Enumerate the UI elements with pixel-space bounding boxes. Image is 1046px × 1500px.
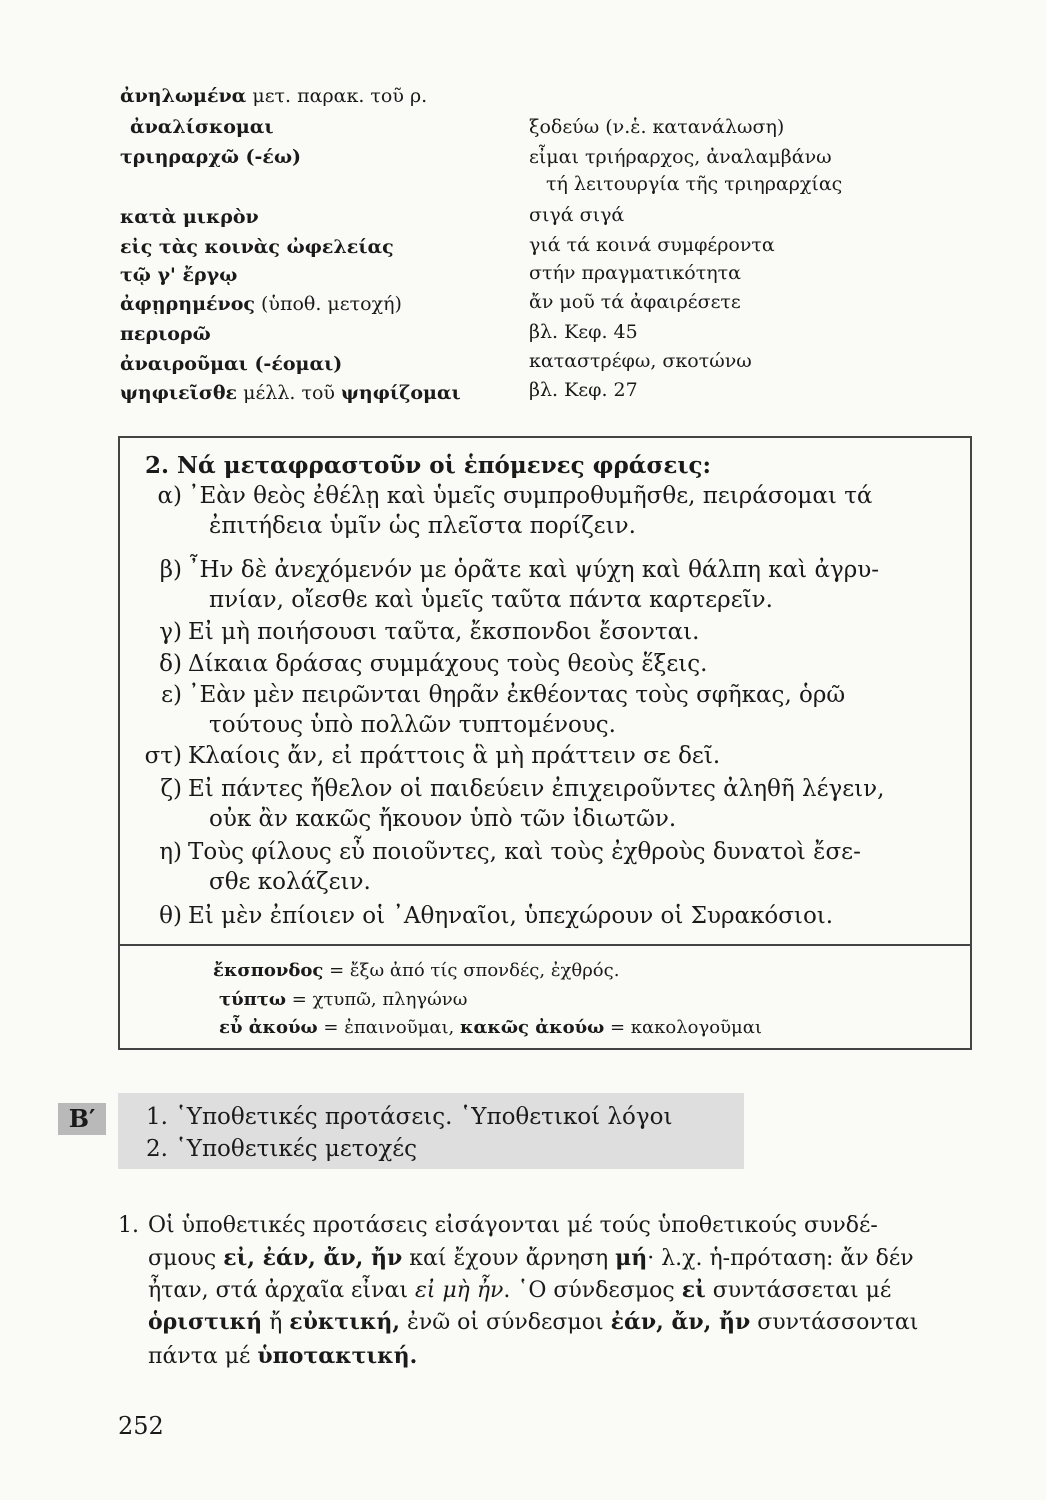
vocab-term: τύπτω bbox=[219, 989, 287, 1010]
paragraph-line: ὁριστική ἤ εὐκτική, ἐνῶ οἱ σύνδεσμοι ἐάν, ἄν, ἤν συντάσσονται bbox=[148, 1309, 919, 1335]
glossary-row bbox=[120, 352, 342, 376]
item-marker: β) bbox=[159, 557, 182, 583]
item-marker: η) bbox=[159, 839, 182, 865]
paragraph-line: ἦταν, στά ἀρχαῖα εἶναι εἰ μὴ ἦν. ῾Ο σύνδεσμος εἰ συντάσσεται μέ bbox=[148, 1277, 892, 1303]
glossary-term: ἀφῃρημένος bbox=[120, 293, 255, 315]
section-heading: 1. ῾Υποθετικές προτάσεις. ῾Υποθετικοί λόγοι bbox=[146, 1104, 673, 1130]
exercise-line: Κλαίοις ἄν, εἰ πράττοις ἃ μὴ πράττειν σε δεῖ. bbox=[188, 743, 721, 769]
glossary-row bbox=[120, 235, 394, 259]
exercise-line: τούτους ὑπὸ πολλῶν τυπτομένους. bbox=[209, 712, 616, 738]
glossary-meaning: βλ. Κεφ. 27 bbox=[529, 379, 638, 401]
divider bbox=[120, 944, 970, 946]
glossary-term: εἰς τὰς κοινὰς ὠφελείας bbox=[120, 236, 394, 258]
vocab-def: = ἐπαινοῦμαι, bbox=[323, 1017, 455, 1038]
exercise-line: Εἰ πάντες ἤθελον οἱ παιδεύειν ἐπιχειροῦντες ἀληθῆ λέγειν, bbox=[188, 776, 885, 802]
paragraph-line: σμους εἰ, ἐάν, ἄν, ἤν καί ἔχουν ἄρνηση μή· λ.χ. ἡ-πρόταση: ἄν δέν bbox=[148, 1245, 914, 1271]
vocab-row bbox=[219, 989, 467, 1010]
item-marker: δ) bbox=[159, 651, 182, 677]
glossary-meaning: εἶμαι τριήραρχος, ἀναλαμβάνω bbox=[529, 146, 832, 168]
vocab-def: = ἔξω ἀπό τίς σπονδές, ἐχθρός. bbox=[329, 960, 620, 981]
glossary-meaning: σιγά σιγά bbox=[529, 204, 625, 226]
glossary-note: (ὑποθ. μετοχή) bbox=[261, 293, 402, 315]
item-marker: στ) bbox=[144, 743, 182, 769]
glossary-term: κατὰ μικρὸν bbox=[120, 206, 259, 228]
glossary-meaning: βλ. Κεφ. 45 bbox=[529, 321, 638, 343]
glossary-term: ἀναλίσκομαι bbox=[130, 116, 274, 138]
vocab-term: κακῶς ἀκούω bbox=[460, 1017, 605, 1038]
glossary-row bbox=[120, 292, 402, 316]
vocab-def: = χτυπῶ, πληγώνω bbox=[291, 989, 468, 1010]
glossary-row bbox=[120, 145, 301, 169]
glossary-row bbox=[120, 115, 274, 139]
glossary-meaning: ξοδεύω (ν.ἑ. κατανάλωση) bbox=[529, 116, 785, 138]
section-heading: 2. ῾Υποθετικές μετοχές bbox=[146, 1136, 418, 1162]
glossary-term: τῷ γ' ἔργῳ bbox=[120, 264, 238, 286]
item-marker: θ) bbox=[159, 903, 182, 929]
vocab-row bbox=[219, 1017, 762, 1038]
exercise-line: Εἰ μὲν ἐπίοιεν οἱ ᾿Αθηναῖοι, ὑπεχώρουν οἱ Συρακόσιοι. bbox=[188, 903, 834, 929]
glossary-meaning: ἄν μοῦ τά ἀφαιρέσετε bbox=[529, 291, 741, 313]
glossary-note: μέλλ. τοῦ bbox=[243, 382, 335, 404]
vocab-row bbox=[213, 960, 619, 981]
item-marker: ε) bbox=[161, 682, 182, 708]
vocab-term: εὖ ἀκούω bbox=[219, 1017, 318, 1038]
exercise-line: Τοὺς φίλους εὖ ποιοῦντες, καὶ τοὺς ἐχθροὺς δυνατοὶ ἔσε- bbox=[188, 839, 861, 865]
exercise-line: ᾿Εὰν μὲν πειρῶνται θηρᾶν ἐκθέοντας τοὺς σφῆκας, ὁρῶ bbox=[188, 682, 846, 708]
glossary-row bbox=[120, 205, 259, 229]
glossary-term: τριηραρχῶ (-έω) bbox=[120, 146, 302, 168]
exercise-line: πνίαν, οἴεσθε καὶ ὑμεῖς ταῦτα πάντα καρτερεῖν. bbox=[209, 587, 773, 613]
paragraph-line: Οἱ ὑποθετικές προτάσεις εἰσάγονται μέ τούς ὑποθετικούς συνδέ- bbox=[148, 1213, 878, 1238]
glossary-term: ἀνηλωμένα bbox=[120, 85, 247, 107]
page-number: 252 bbox=[118, 1412, 164, 1440]
glossary-row bbox=[120, 84, 427, 108]
glossary-term: ψηφίζομαι bbox=[341, 382, 461, 404]
glossary-meaning: στήν πραγματικότητα bbox=[529, 262, 741, 284]
vocab-term: ἔκσπονδος bbox=[213, 960, 324, 981]
glossary-meaning: γιά τά κοινά συμφέροντα bbox=[529, 234, 775, 256]
paragraph-line: πάντα μέ ὑποτακτική. bbox=[148, 1343, 418, 1369]
glossary-meaning: τή λειτουργία τῆς τριηραρχίας bbox=[546, 173, 843, 195]
exercise-line: οὐκ ἂν κακῶς ἤκουον ὑπὸ τῶν ἰδιωτῶν. bbox=[209, 806, 677, 832]
exercise-title: 2. Νά μεταφραστοῦν οἱ ἑπόμενες φράσεις: bbox=[145, 452, 712, 479]
exercise-line: ᾿Εὰν θεὸς ἐθέλῃ καὶ ὑμεῖς συμπροθυμῆσθε, πειράσομαι τά bbox=[188, 483, 873, 509]
exercise-line: ἐπιτήδεια ὑμῖν ὡς πλεῖστα πορίζειν. bbox=[209, 513, 636, 539]
glossary-term: περιορῶ bbox=[120, 323, 211, 345]
exercise-line: Εἰ μὴ ποιήσουσι ταῦτα, ἔκσπονδοι ἔσονται. bbox=[188, 619, 700, 645]
exercise-line: Δίκαια δράσας συμμάχους τοὺς θεοὺς ἕξεις. bbox=[188, 651, 708, 677]
exercise-line: ῏Ην δὲ ἀνεχόμενόν με ὁρᾶτε καὶ ψύχη καὶ θάλπη καὶ ἀγρυ- bbox=[188, 557, 880, 583]
item-marker: γ) bbox=[159, 619, 182, 645]
item-marker: ζ) bbox=[160, 776, 182, 802]
glossary-row bbox=[120, 263, 237, 287]
glossary-meaning: καταστρέφω, σκοτώνω bbox=[529, 350, 752, 372]
paragraph-number: 1. bbox=[118, 1213, 139, 1238]
glossary-term: ψηφιεῖσθε bbox=[120, 382, 238, 404]
exercise-line: σθε κολάζειν. bbox=[209, 869, 371, 895]
glossary-term: ἀναιροῦμαι (-έομαι) bbox=[120, 353, 343, 375]
item-marker: α) bbox=[157, 483, 182, 509]
section-badge: B′ bbox=[58, 1103, 106, 1135]
glossary-row bbox=[120, 381, 461, 405]
glossary-note: μετ. παρακ. τοῦ ρ. bbox=[252, 85, 428, 107]
vocab-def: = κακολογοῦμαι bbox=[609, 1017, 762, 1038]
glossary-row bbox=[120, 322, 211, 346]
